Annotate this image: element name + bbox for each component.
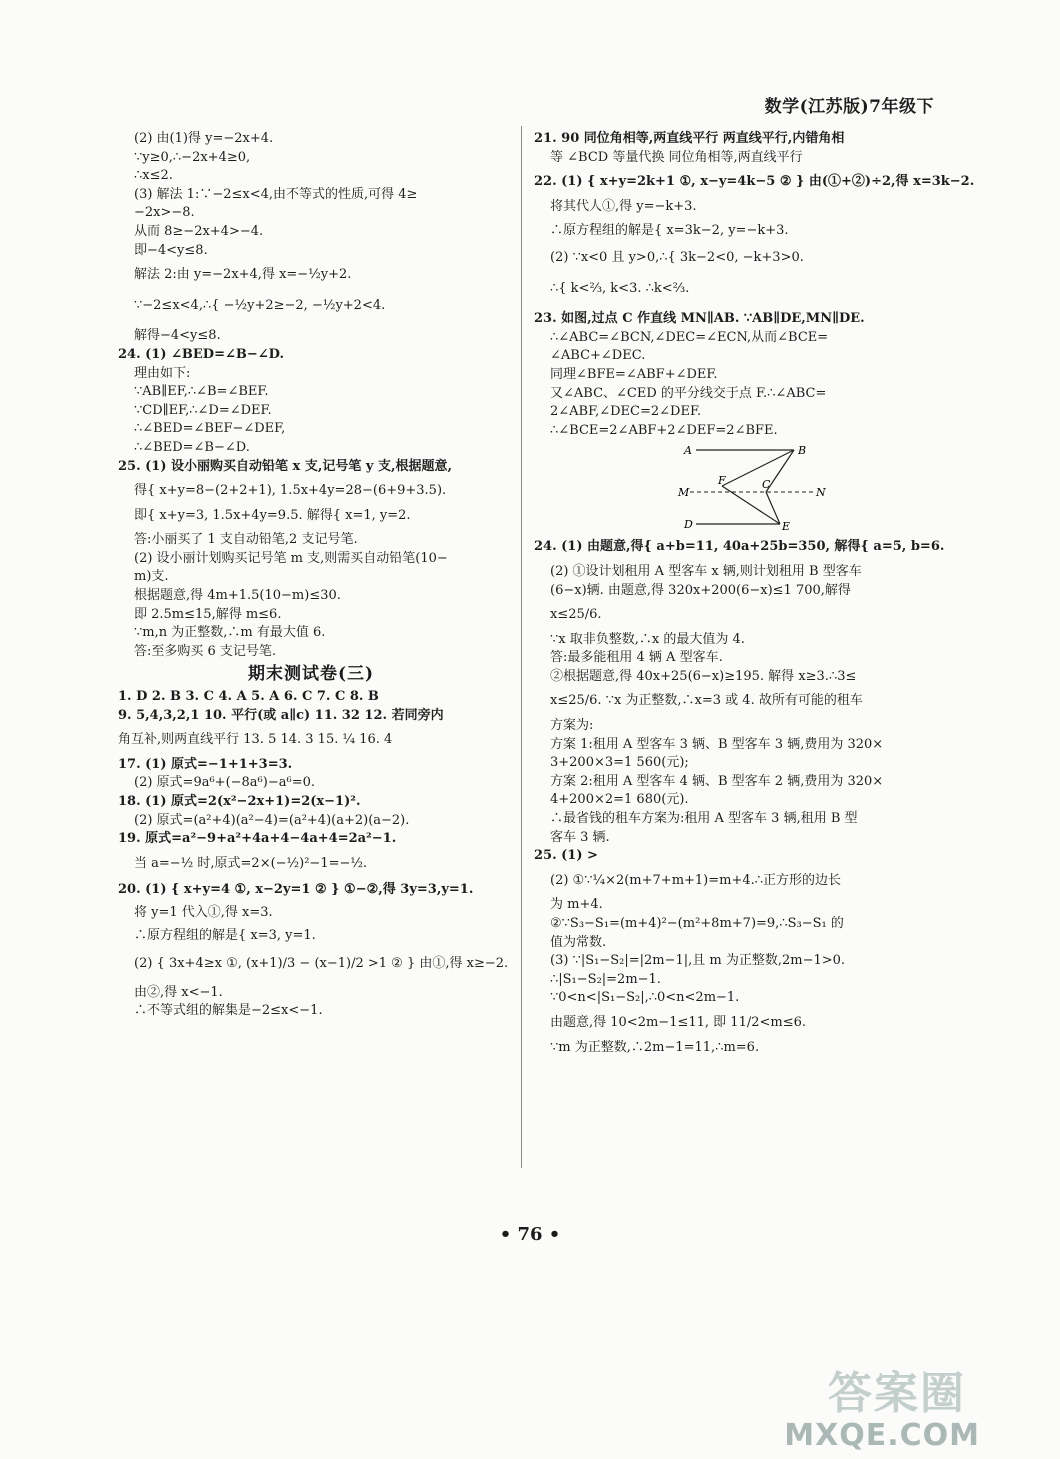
text-line: 即−4<y≤8. [134,242,208,258]
text-line: 方案 2:租用 A 型客车 4 辆、B 型客车 2 辆,费用为 320× [550,773,884,789]
text-line: ∠ABC+∠DEC. [550,348,646,364]
left-column [118,130,509,1021]
text-line: 4+200×2=1 680(元). [550,792,689,808]
text-line: 方案为: [550,718,594,734]
question-22: 22. (1) { x+y=2k+1 ①, x−y=4k−5 ② } 由(①+②)÷2,得 x=3k−2. [534,174,975,190]
text-line: ∴∠BED=∠BEF−∠DEF, [134,421,286,437]
text-line: 从而 8≥−2x+4>−4. [134,223,264,239]
text-line: (2) ∵x<0 且 y>0,∴{ 3k−2<0, −k+3>0. [550,249,804,265]
question-23: 23. 如图,过点 C 作直线 MN∥AB. ∵AB∥DE,MN∥DE. [534,311,865,327]
text-line: ∴∠BCE=2∠ABF+2∠DEF=2∠BFE. [550,422,778,438]
text-line: (2) 由(1)得 y=−2x+4. [134,131,274,146]
text-line: 将 y=1 代入①,得 x=3. [134,904,273,920]
left-solutions-part1 [118,130,504,661]
text-line: 2∠ABF,∠DEC=2∠DEF. [550,404,702,420]
text-line: 由②,得 x<−1. [134,984,223,1000]
text-line: ∵−2≤x<4,∴{ −½y+2≥−2, −½y+2<4. [134,297,386,313]
question-17: 17. (1) 原式=−1+1+3=3. [118,756,293,772]
text-line: 3+200×3=1 560(元); [550,755,689,771]
text-line: ∵y≥0,∴−2x+4≥0, [134,149,251,165]
answer-line: 角互补,则两直线平行 13. 5 14. 3 15. ¼ 16. 4 [118,732,393,748]
text-line: x≤25/6. ∵x 为正整数,∴x=3 或 4. 故所有可能的租车 [550,693,863,709]
text-line: 等 ∠BCD 等量代换 同位角相等,两直线平行 [550,149,803,165]
text-line: (2) 原式=9a⁶+(−8a⁶)−a⁶=0. [134,775,315,791]
label-e: E [782,520,791,534]
text-line: 答:小丽买了 1 支自动铅笔,2 支记号笔. [134,532,358,548]
label-d: D [684,518,693,532]
text-line: ∵0<n<|S₁−S₂|,∴0<n<2m−1. [550,990,740,1006]
text-line: 值为常数. [550,934,607,950]
text-line: ∴x≤2. [134,168,173,184]
text-line: 即{ x+y=3, 1.5x+4y=9.5. 解得{ x=1, y=2. [134,507,411,523]
label-f: F [718,474,726,488]
section-title: 期末测试卷(三) [247,664,375,685]
right-solutions-part2 [534,538,944,1057]
text-line: 即 2.5m≤15,解得 m≤6. [134,606,282,622]
answer-line: 1. D 2. B 3. C 4. A 5. A 6. C 7. C 8. B [118,689,379,705]
text-line: (2) ①设计划租用 A 型客车 x 辆,则计划租用 B 型客车 [550,563,862,579]
text-line: 当 a=−½ 时,原式=2×(−½)²−1=−½. [134,855,368,871]
text-line: ∴不等式组的解集是−2≤x<−1. [134,1003,323,1019]
text-line: ∴最省钱的租车方案为:租用 A 型客车 3 辆,租用 B 型 [550,811,858,827]
text-line: 根据题意,得 4m+1.5(10−m)≤30. [134,588,341,604]
label-n: N [816,486,826,500]
text-line: x≤25/6. [550,607,602,623]
right-column [534,130,975,1057]
page-header: 数学(江苏版)7年级下 [764,97,934,117]
text-line: (3) ∵|S₁−S₂|=|2m−1|,且 m 为正整数,2m−1>0. [550,953,846,969]
text-line: ∵AB∥EF,∴∠B=∠BEF. [134,384,269,400]
watermark-url: MXQE.COM [784,1418,980,1453]
text-line: ∴原方程组的解是{ x=3k−2, y=−k+3. [550,223,789,239]
text-line: ∴{ k<⅔, k<3. ∴k<⅔. [550,280,690,296]
text-line: (2) ①∵¼×2(m+7+m+1)=m+4.∴正方形的边长 [550,872,842,888]
text-line: 将其代人①,得 y=−k+3. [550,198,697,214]
right-solutions-part1 [534,130,975,440]
question-20: 20. (1) { x+y=4 ①, x−2y=1 ② } ①−②,得 3y=3,y=1. [118,882,474,898]
left-solutions-part2 [118,688,509,1021]
text-line: 同理∠BFE=∠ABF+∠DEF. [550,366,718,382]
text-line: 解得−4<y≤8. [134,328,221,344]
question-25: 25. (1) 设小丽购买自动铅笔 x 支,记号笔 y 支,根据题意, [118,458,453,474]
question-25: 25. (1) > [534,848,598,864]
question-24: 24. (1) ∠BED=∠B−∠D. [118,346,284,362]
text-line: (2) 原式=(a²+4)(a²−4)=(a²+4)(a+2)(a−2). [134,812,410,828]
text-line: ∴原方程组的解是{ x=3, y=1. [134,927,316,943]
text-line: 答:至多购买 6 支记号笔. [134,643,277,659]
text-line: 解法 2:由 y=−2x+4,得 x=−½y+2. [134,267,352,283]
text-line: ∴∠ABC=∠BCN,∠DEC=∠ECN,从而∠BCE= [550,329,829,345]
text-line: 理由如下: [134,365,191,381]
question-21: 21. 90 同位角相等,两直线平行 两直线平行,内错角相 [534,131,845,146]
text-line: 客车 3 辆. [550,829,610,845]
text-line: 由题意,得 10<2m−1≤11, 即 11/2<m≤6. [550,1014,807,1030]
text-line: −2x>−8. [134,205,195,221]
geometry-figure [534,442,944,534]
text-line: 方案 1:租用 A 型客车 3 辆、B 型客车 3 辆,费用为 320× [550,736,884,752]
text-line: ②根据题意,得 40x+25(6−x)≥195. 解得 x≥3.∴3≤ [550,668,857,684]
page-number: • 76 • [499,1224,561,1245]
text-line: ∵x 取非负整数,∴x 的最大值为 4. [550,631,745,647]
text-line: (6−x)辆. 由题意,得 320x+200(6−x)≤1 700,解得 [550,582,851,598]
label-c: C [762,478,771,492]
text-line: m)支. [134,569,169,585]
text-line: (2) { 3x+4≥x ①, (x+1)/3 − (x−1)/2 >1 ② } 由①,得 x≥−2. [134,956,509,972]
watermark [762,1357,982,1453]
question-24: 24. (1) 由题意,得{ a+b=11, 40a+25b=350, 解得{ a=5, b=6. [534,539,945,555]
question-18: 18. (1) 原式=2(x²−2x+1)=2(x−1)². [118,794,361,809]
watermark-logo: 答案圈 [828,1368,966,1419]
text-line: (3) 解法 1:∵−2≤x<4,由不等式的性质,可得 4≥ [134,186,418,202]
answer-line: 9. 5,4,3,2,1 10. 平行(或 a∥c) 11. 32 12. 若同旁内 [118,707,444,723]
text-line: ∵m,n 为正整数,∴m 有最大值 6. [134,625,326,641]
text-line: 又∠ABC、∠CED 的平分线交于点 F.∴∠ABC= [550,385,827,401]
text-line: ∴|S₁−S₂|=2m−1. [550,971,661,987]
text-line: (2) 设小丽计划购买记号笔 m 支,则需买自动铅笔(10− [134,550,448,566]
text-line: 得{ x+y=8−(2+2+1), 1.5x+4y=28−(6+9+3.5). [134,483,447,499]
text-line: 为 m+4. [550,897,603,913]
text-line: ∵m 为正整数,∴2m−1=11,∴m=6. [550,1039,760,1055]
text-line: ②∵S₃−S₁=(m+4)²−(m²+8m+7)=9,∴S₃−S₁ 的 [550,916,844,931]
parallel-lines-diagram [678,442,826,534]
label-m: M [678,486,690,500]
text-line: ∵CD∥EF,∴∠D=∠DEF. [134,402,272,418]
text-line: ∴∠BED=∠B−∠D. [134,439,250,455]
text-line: 答:最多能租用 4 辆 A 型客车. [550,650,723,666]
question-19: 19. 原式=a²−9+a²+4a+4−4a+4=2a²−1. [118,831,397,847]
column-divider [521,126,522,1168]
label-a: A [684,444,692,458]
label-b: B [798,444,807,458]
